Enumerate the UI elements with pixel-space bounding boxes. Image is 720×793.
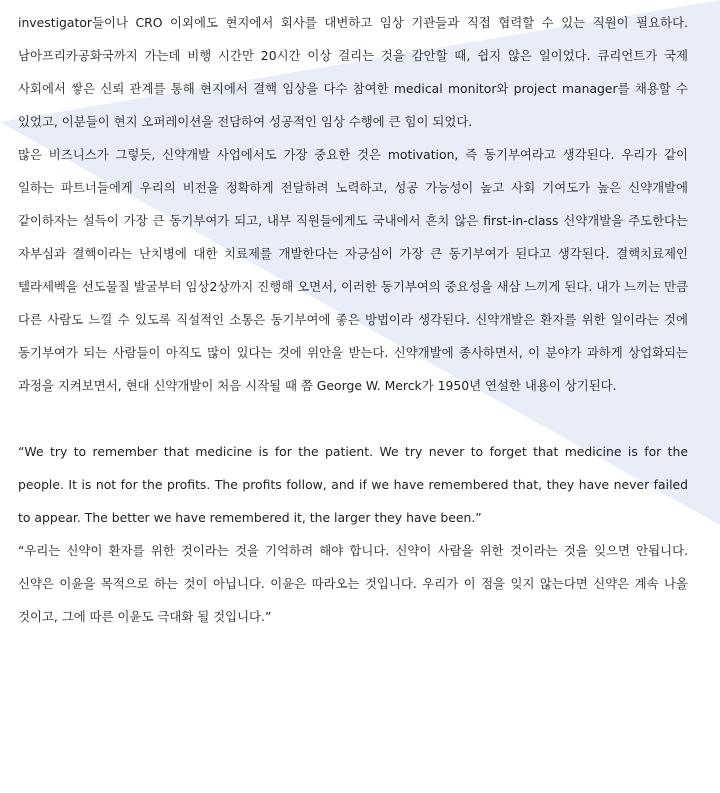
paragraph-spacer: [18, 402, 688, 435]
quote-english: “We try to remember that medicine is for the patient. We try never to forget that medicine is for the people. It is not for the profits. The profits follow, and if we have remembered that, they have never failed to appear. The better we have remembered it, the larger they have been.”: [18, 444, 688, 525]
paragraph-hiring: investigator들이나 CRO 이외에도 현지에서 회사를 대변하고 임상 기관들과 직접 협력할 수 있는 직원이 필요하다. 남아프리카공화국까지 가는데 비행 시간만 20시간 이상 걸리는 것을 감안할 때, 쉽지 않은 일이었다. 큐리언트가 국제 사회에서 쌓은 신뢰 관계를 통해 현지에서 결핵 임상을 다수 참여한 medical monitor와 project manager를 채용할 수 있었고, 이분들이 현지 오퍼레이션을 전담하여 성공적인 임상 수행에 큰 힘이 되었다.: [18, 15, 688, 129]
quote-korean: “우리는 신약이 환자를 위한 것이라는 것을 기억하려 해야 합니다. 신약이 사람을 위한 것이라는 것을 잊으면 안됩니다. 신약은 이윤을 목적으로 하는 것이 아닙니다. 이윤은 따라오는 것입니다. 우리가 이 점을 잊지 않는다면 신약은 계속 나올 것이고, 그에 따른 이윤도 극대화 될 것입니다.”: [18, 543, 688, 624]
paragraph-motivation: 많은 비즈니스가 그렇듯, 신약개발 사업에서도 가장 중요한 것은 motivation, 즉 동기부여라고 생각된다. 우리가 같이 일하는 파트너들에게 우리의 비전을 정확하게 전달하려 노력하고, 성공 가능성이 높고 사회 기여도가 높은 신약개발에 같이하자는 설득이 가장 큰 동기부여가 되고, 내부 직원들에게도 국내에서 흔치 않은 first-in-class 신약개발을 주도한다는 자부심과 결핵이라는 난치병에 대한 치료제를 개발한다는 자긍심이 가장 큰 동기부여가 된다고 생각된다. 결핵치료제인 텔라세벡을 선도물질 발굴부터 임상2상까지 진행해 오면서, 이러한 동기부여의 중요성을 새삼 느끼게 된다. 내가 느끼는 만큼 다른 사람도 느낄 수 있도록 직설적인 소통은 동기부여에 좋은 방법이라 생각된다. 신약개발은 환자를 위한 일이라는 것에 동기부여가 되는 사람들이 아직도 많이 있다는 것에 위안을 받는다. 신약개발에 종사하면서, 이 분야가 과하게 상업화되는 과정을 지켜보면서, 현대 신약개발이 처음 시작될 때 쯤 George W. Merck가 1950년 연설한 내용이 상기된다.: [18, 147, 688, 393]
article-body: [18, 6, 688, 633]
